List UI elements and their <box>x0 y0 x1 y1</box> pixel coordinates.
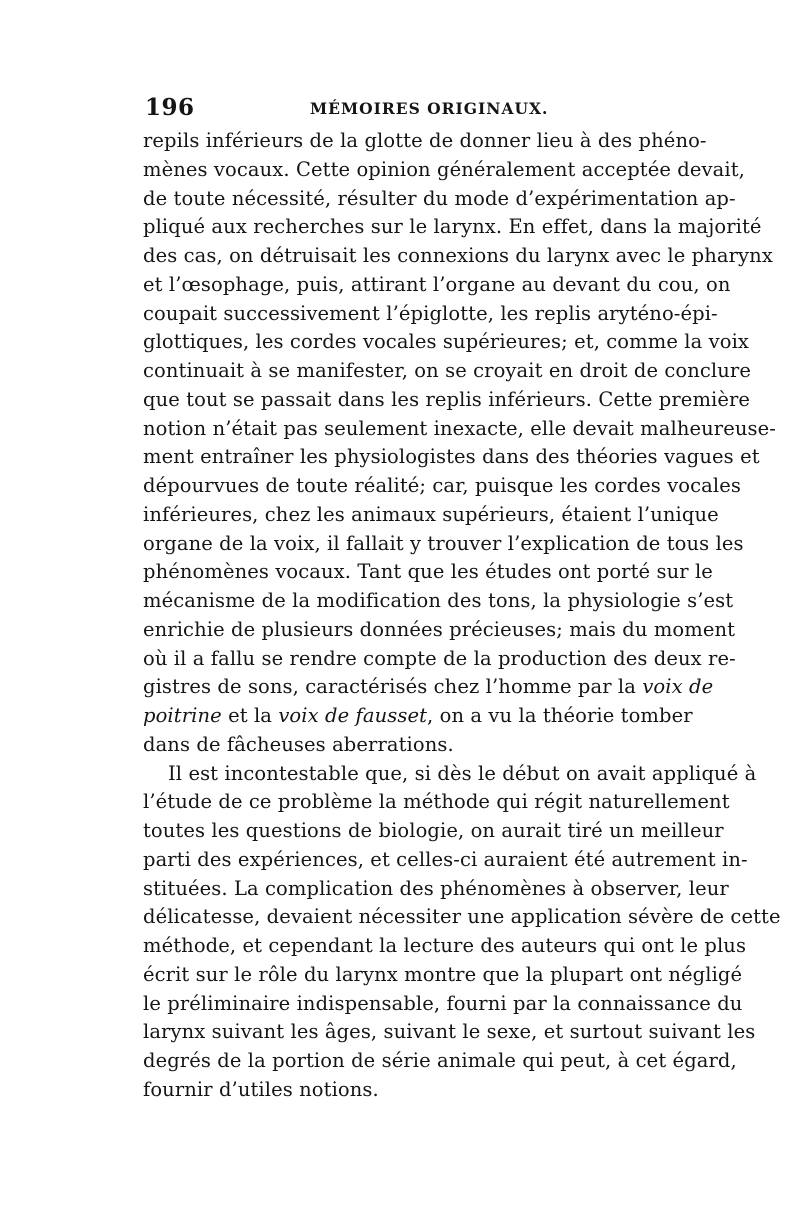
text-segment: délicatesse, devaient nécessiter une application sévère de cette <box>143 905 781 929</box>
text-segment: fournir d’utiles notions. <box>143 1077 379 1101</box>
page-number: 196 <box>145 94 195 121</box>
text-segment: pliqué aux recherches sur le larynx. En effet, dans la majorité <box>143 215 762 239</box>
italic-text-segment: voix de <box>642 675 714 699</box>
text-line <box>143 558 713 587</box>
text-line <box>143 1018 756 1047</box>
text-line <box>143 185 736 214</box>
text-line <box>143 156 745 185</box>
text-line <box>143 242 773 271</box>
text-line <box>143 903 781 932</box>
text-segment: parti des expériences, et celles-ci auraient été autrement in- <box>143 847 748 871</box>
text-line <box>143 788 730 817</box>
text-segment: inférieures, chez les animaux supérieurs, étaient l’unique <box>143 502 719 526</box>
text-line <box>143 673 714 702</box>
text-segment: glottiques, les cordes vocales supérieures; et, comme la voix <box>143 330 750 354</box>
text-line <box>143 501 719 530</box>
text-segment: , on a vu la théorie tomber <box>427 704 693 727</box>
text-segment: et la <box>221 704 279 727</box>
text-line <box>143 702 693 731</box>
text-segment: degrés de la portion de série animale qui peut, à cet égard, <box>143 1049 737 1072</box>
text-segment: où il a fallu se rendre compte de la production des deux re- <box>143 646 736 670</box>
text-line <box>143 875 729 904</box>
text-segment: phénomènes vocaux. Tant que les études ont porté sur le <box>143 560 713 584</box>
text-segment: notion n’était pas seulement inexacte, elle devait malheureuse- <box>143 416 776 440</box>
running-head: MÉMOIRES ORIGINAUX. <box>310 99 549 118</box>
text-line <box>143 932 747 961</box>
text-segment: gistres de sons, caractérisés chez l’homme par la <box>143 675 643 699</box>
text-segment: le préliminaire indispensable, fourni par la connaissance du <box>143 991 743 1015</box>
text-segment: de toute nécessité, résulter du mode d’expérimentation ap- <box>143 186 736 210</box>
text-segment: repils inférieurs de la glotte de donner lieu à des phéno- <box>143 129 707 152</box>
italic-text-segment: poitrine <box>143 704 222 727</box>
text-line <box>143 1076 663 1105</box>
text-segment: organe de la voix, il fallait y trouver l’explication de tous les <box>143 531 744 555</box>
page-header <box>145 94 661 124</box>
text-line <box>143 271 731 300</box>
text-line <box>143 300 718 329</box>
text-segment: stituées. La complication des phénomènes à observer, leur <box>143 876 729 900</box>
text-segment: méthode, et cependant la lecture des auteurs qui ont le plus <box>143 934 747 957</box>
text-segment: coupait successivement l’épiglotte, les replis aryténo-épi- <box>143 301 718 325</box>
text-line <box>143 587 734 616</box>
text-segment: ment entraîner les physiologistes dans des théories vagues et <box>143 445 760 469</box>
text-line <box>143 961 743 990</box>
text-line <box>143 645 736 674</box>
body-text <box>143 127 781 1105</box>
text-segment: continuait à se manifester, on se croyait en droit de conclure <box>143 359 751 382</box>
text-segment: dépourvues de toute réalité; car, puisque les cordes vocales <box>143 474 741 497</box>
text-segment: enrichie de plusieurs données précieuses; mais du moment <box>143 617 736 641</box>
text-line <box>143 760 757 789</box>
text-line <box>143 990 743 1019</box>
text-segment: mènes vocaux. Cette opinion généralement acceptée devait, <box>143 157 745 181</box>
text-line <box>143 357 751 386</box>
text-segment: dans de fâcheuses aberrations. <box>143 732 454 756</box>
text-segment: que tout se passait dans les replis inférieurs. Cette première <box>143 387 751 411</box>
text-line <box>143 443 760 472</box>
text-segment: l’étude de ce problème la méthode qui régit naturellement <box>143 790 730 814</box>
text-line <box>143 213 762 242</box>
text-line <box>143 616 736 645</box>
text-segment: Il est incontestable que, si dès le début on avait appliqué à <box>168 761 757 785</box>
text-line <box>143 415 776 444</box>
text-segment: des cas, on détruisait les connexions du larynx avec le pharynx <box>143 244 773 267</box>
text-line <box>143 127 707 156</box>
text-line <box>143 1047 737 1076</box>
text-line <box>143 386 751 415</box>
text-line <box>143 731 663 760</box>
italic-text-segment: voix de fausset <box>278 704 428 727</box>
text-segment: écrit sur le rôle du larynx montre que la plupart ont négligé <box>143 962 743 986</box>
text-line <box>143 328 750 357</box>
text-line <box>143 846 748 875</box>
text-line <box>143 817 724 846</box>
text-line <box>143 472 741 501</box>
text-segment: toutes les questions de biologie, on aurait tiré un meilleur <box>143 819 724 842</box>
text-segment: larynx suivant les âges, suivant le sexe, et surtout suivant les <box>143 1020 756 1044</box>
text-segment: mécanisme de la modification des tons, la physiologie s’est <box>143 589 734 612</box>
text-segment: et l’œsophage, puis, attirant l’organe au devant du cou, on <box>143 272 731 296</box>
text-line <box>143 530 744 559</box>
